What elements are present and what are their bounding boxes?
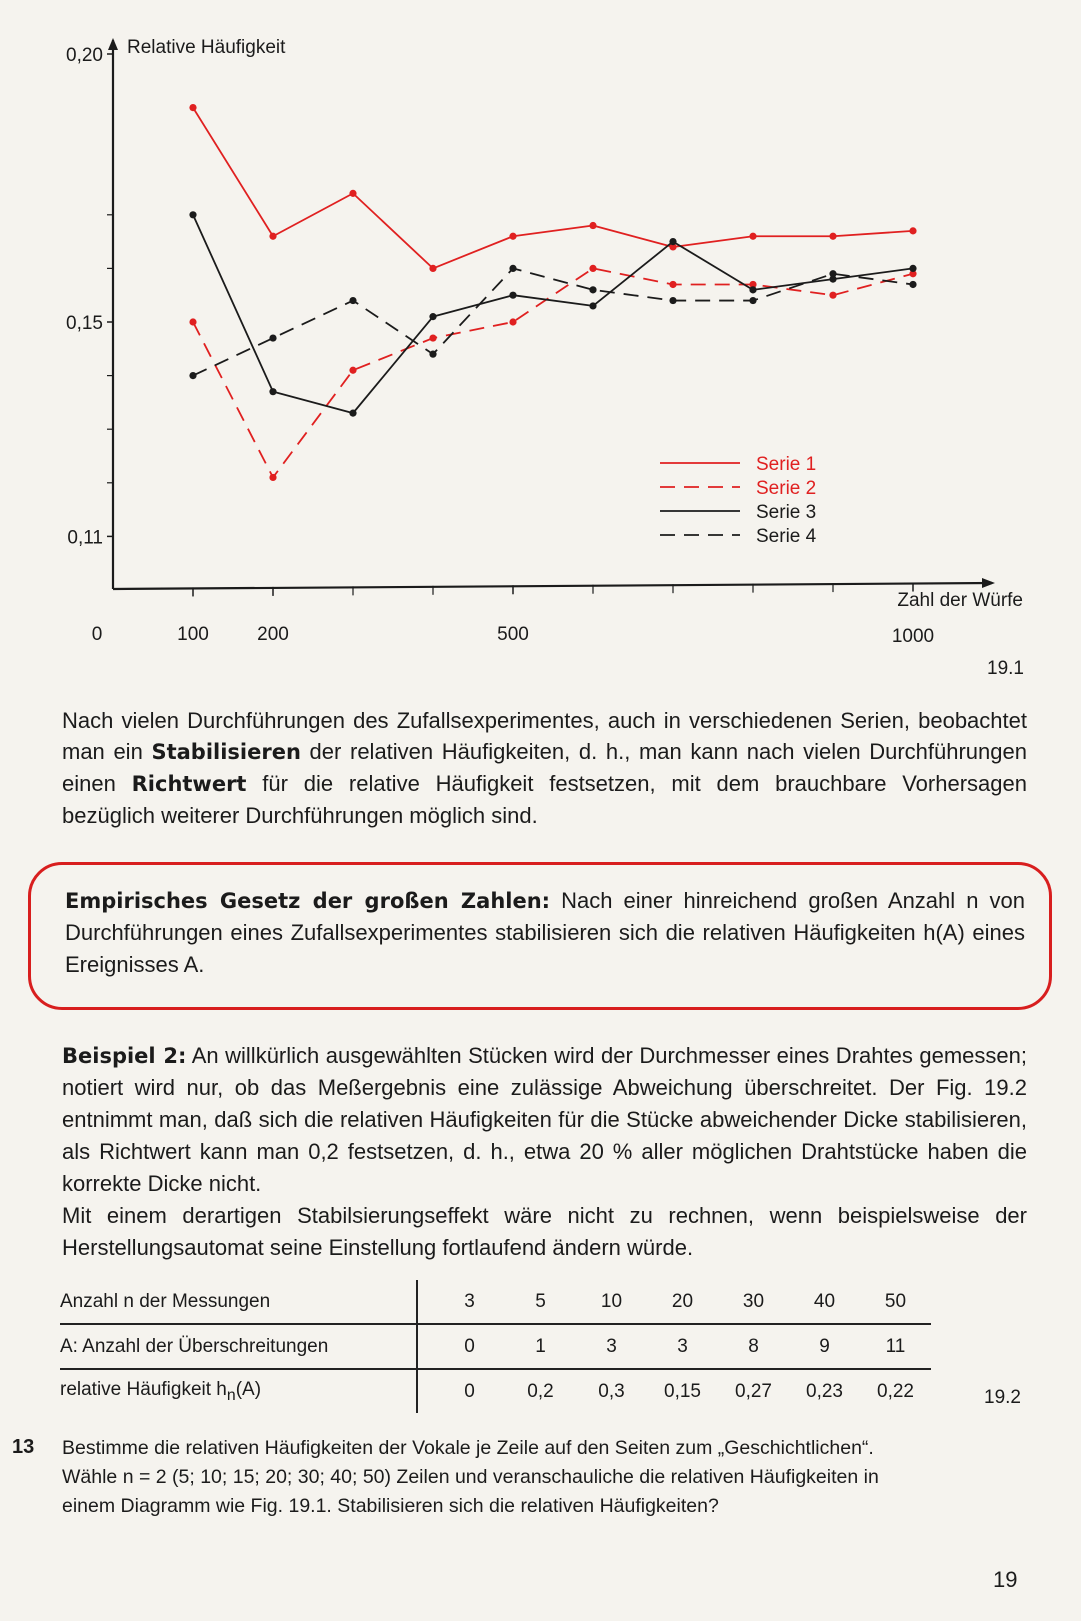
serie-2-point [829,292,836,299]
serie-4-point [829,270,836,277]
serie-1-point [429,265,436,272]
serie-3-point [669,238,676,245]
table-cell: 20 [647,1280,718,1324]
serie-4-point [909,281,916,288]
example-2 [62,1040,1027,1264]
row-header: relative Häufigkeit $h_n(A)$ [60,1369,417,1413]
keyword-stabilisieren: Stabilisieren [151,740,301,764]
table-cell: 0 [434,1324,505,1369]
y-tick-label: 0,20 [66,45,103,66]
law-title: Empirisches Gesetz der großen Zahlen: [65,889,551,913]
serie-1-point [589,222,596,229]
table-cell: 50 [860,1280,931,1324]
chart-series [189,104,916,481]
serie-4-point [429,351,436,358]
table-cell: 3 [647,1324,718,1369]
serie-3-line [193,215,913,413]
page-number: 19 [993,1567,1018,1592]
serie-3-point [909,265,916,272]
row-header: Anzahl n der Messungen [60,1280,417,1324]
x-tick-label: 0 [91,624,103,645]
paragraph-stabilisieren [62,705,1027,831]
y-axis-arrow-icon [108,38,118,50]
table-row [60,1324,931,1369]
serie-3-point [589,302,596,309]
table-row [60,1369,931,1413]
y-tick-label: 0,15 [66,313,103,334]
x-tick-label: 100 [177,624,209,645]
exercise-line: Wähle n = 2 (5; 10; 15; 20; 30; 40; 50) Zeilen und veranschauliche die relativen Häufigkeiten in [62,1466,879,1488]
example-2-body-2: Mit einem derartigen Stabilsierungseffekt wäre nicht zu rechnen, wenn beispielsweise der Herstellungsautomat seine Einstellung fortlaufend ändern würde. [62,1203,1027,1260]
serie-4-point [669,297,676,304]
serie-2-point [429,334,436,341]
serie-1-line [193,108,913,269]
table-cell: 1 [505,1324,576,1369]
table-cell: 8 [718,1324,789,1369]
exercise-line: Bestimme die relativen Häufigkeiten der Vokale je Zeile auf den Seiten zum „Geschichtlichen“. [62,1437,874,1459]
serie-2-point [669,281,676,288]
serie-2-point [269,474,276,481]
table-cell: 9 [789,1324,860,1369]
table-cell: 0,22 [877,1380,914,1402]
serie-4-point [189,372,196,379]
serie-1-point [909,227,916,234]
measurement-table [60,1280,931,1413]
paragraph-text: für die relative Häufigkeit festsetzen, mit dem brauchbare Vorhersagen bezüglich weiterer Durchführungen möglich sind. [62,771,1027,828]
relative-frequency-chart [0,0,1081,690]
paragraph-text: der relativen Häufigkeiten, d. h., man kann nach vielen Durchführungen einen [62,739,1027,796]
x-axis-arrow-icon [982,578,995,588]
serie-1-point [749,233,756,240]
table-row [60,1280,931,1324]
exercise-line: einem Diagramm wie Fig. 19.1. Stabilisieren sich die relativen Häufigkeiten? [62,1495,719,1517]
serie-3-point [509,292,516,299]
x-tick-label: 200 [257,624,289,645]
serie-3-point [349,410,356,417]
legend-label-serie-4: Serie 4 [756,526,817,547]
x-axis-label: Zahl der Würfe [897,590,1023,611]
serie-1-point [269,233,276,240]
serie-1-point [189,104,196,111]
legend-label-serie-2: Serie 2 [756,478,817,499]
serie-1-point [349,190,356,197]
legend-label-serie-3: Serie 3 [756,502,817,523]
paragraph-text: Nach vielen Durchführungen des Zufallsexperimentes, auch in verschiedenen Serien, beobachtet man ein [62,708,1027,764]
chart-axes [66,37,1023,647]
serie-4-point [349,297,356,304]
figure-label-19-2: 19.2 [984,1387,1021,1408]
law-box [28,862,1052,1010]
chart-legend [660,454,817,547]
table-cell: 10 [576,1280,647,1324]
serie-4-line [193,268,913,375]
table-cell: 3 [434,1280,505,1324]
law-text [65,885,1025,981]
serie-3-point [429,313,436,320]
example-2-body: An willkürlich ausgewählten Stücken wird der Durchmesser eines Drahtes gemessen; notiert wird nur, ob das Meßergebnis eine zulässige Abweichung überschreitet. Der Fig. 19.2 entnimmt man, daß sich die relativen Häufigkeiten für die Stücke abweichender Dicke stabilisieren, als Richtwert kann man 0,2 festsetzen, d. h., etwa 20 % aller möglichen Drahtstücke haben die korrekte Dicke nicht. [62,1043,1027,1196]
table-cell: 11 [860,1324,931,1369]
legend-label-serie-1: Serie 1 [756,454,817,475]
y-axis-label: Relative Häufigkeit [127,37,286,58]
table-cell: 0,2 [527,1380,554,1402]
y-tick-label: 0,11 [67,527,103,549]
serie-3-point [749,286,756,293]
serie-2-point [349,367,356,374]
serie-1-point [509,233,516,240]
serie-4-point [269,334,276,341]
serie-4-point [749,297,756,304]
table-cell: 0,3 [598,1380,625,1402]
row-header: A: Anzahl der Überschreitungen [60,1324,417,1369]
table-cell: 30 [718,1280,789,1324]
serie-3-point [269,388,276,395]
serie-1-point [829,233,836,240]
table-cell: 40 [789,1280,860,1324]
keyword-richtwert: Richtwert [131,772,247,796]
x-tick-label: 1000 [891,626,935,647]
table-cell: 0,23 [806,1380,843,1402]
table-cell: 5 [505,1280,576,1324]
figure-label-19-1: 19.1 [987,658,1024,679]
table-cell: 0,27 [735,1380,772,1402]
law-body: Nach einer hinreichend großen Anzahl n von Durchführungen eines Zufallsexperimentes stabilisieren sich die relativen Häufigkeiten h(A) eines Ereignisses A. [65,888,1025,977]
serie-4-point [509,265,516,272]
serie-2-point [589,265,596,272]
exercise-number: 13 [12,1436,35,1458]
table-cell: 0 [464,1380,475,1402]
x-tick-label: 500 [497,624,529,645]
table-cell: 0,15 [664,1380,701,1402]
serie-4-point [589,286,596,293]
table-cell: 3 [576,1324,647,1369]
serie-2-point [509,318,516,325]
x-axis-line [113,583,992,589]
serie-2-point [189,318,196,325]
serie-3-point [189,211,196,218]
exercise-text [62,1434,1027,1521]
example-2-label: Beispiel 2: [62,1044,187,1068]
